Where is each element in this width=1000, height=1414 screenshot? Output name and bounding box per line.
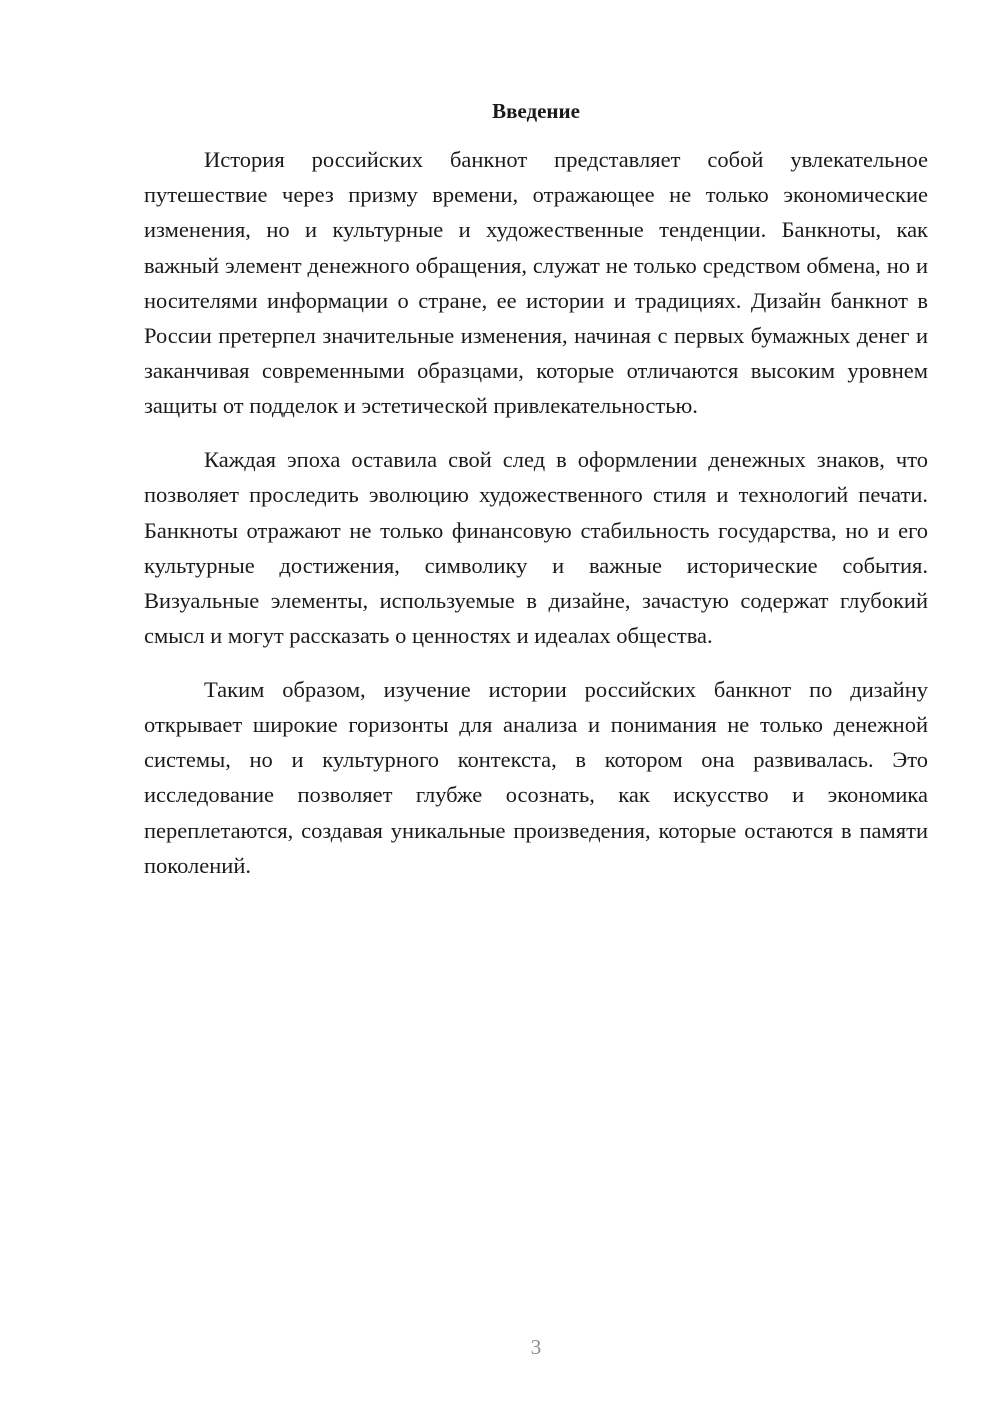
paragraph-3: Таким образом, изучение истории российских банкнот по дизайну открывает широкие горизонты для анализа и понимания не только денежной системы, но и культурного контекста, в котором она развивалась. Это исследование позволяет глубже осознать, как искусство и экономика переплетаются, создавая уникальные произведения, которые остаются в памяти поколений. (144, 676, 928, 878)
paragraph-1: История российских банкнот представляет собой увлекательное путешествие через призму времени, отражающее не только экономические изменения, но и культурные и художественные тенденции. Банкноты, как важный элемент денежного обращения, служат не только средством обмена, но и носителями информации о стране, ее истории и традициях. Дизайн банкнот в России претерпел значительные изменения, начиная с первых бумажных денег и заканчивая современными образцами, которые отличаются высоким уровнем защиты от подделок и эстетической привлекательностью. (144, 147, 928, 419)
page-title: Введение (492, 99, 580, 123)
paragraph-2: Каждая эпоха оставила свой след в оформлении денежных знаков, что позволяет проследить эволюцию художественного стиля и технологий печати. Банкноты отражают не только финансовую стабильность государства, но и его культурные достижения, символику и важные исторические события. Визуальные элементы, используемые в дизайне, зачастую содержат глубокий смысл и могут рассказать о ценностях и идеалах общества. (144, 447, 928, 649)
page-number: 3 (530, 1335, 542, 1359)
body-text (144, 142, 928, 883)
